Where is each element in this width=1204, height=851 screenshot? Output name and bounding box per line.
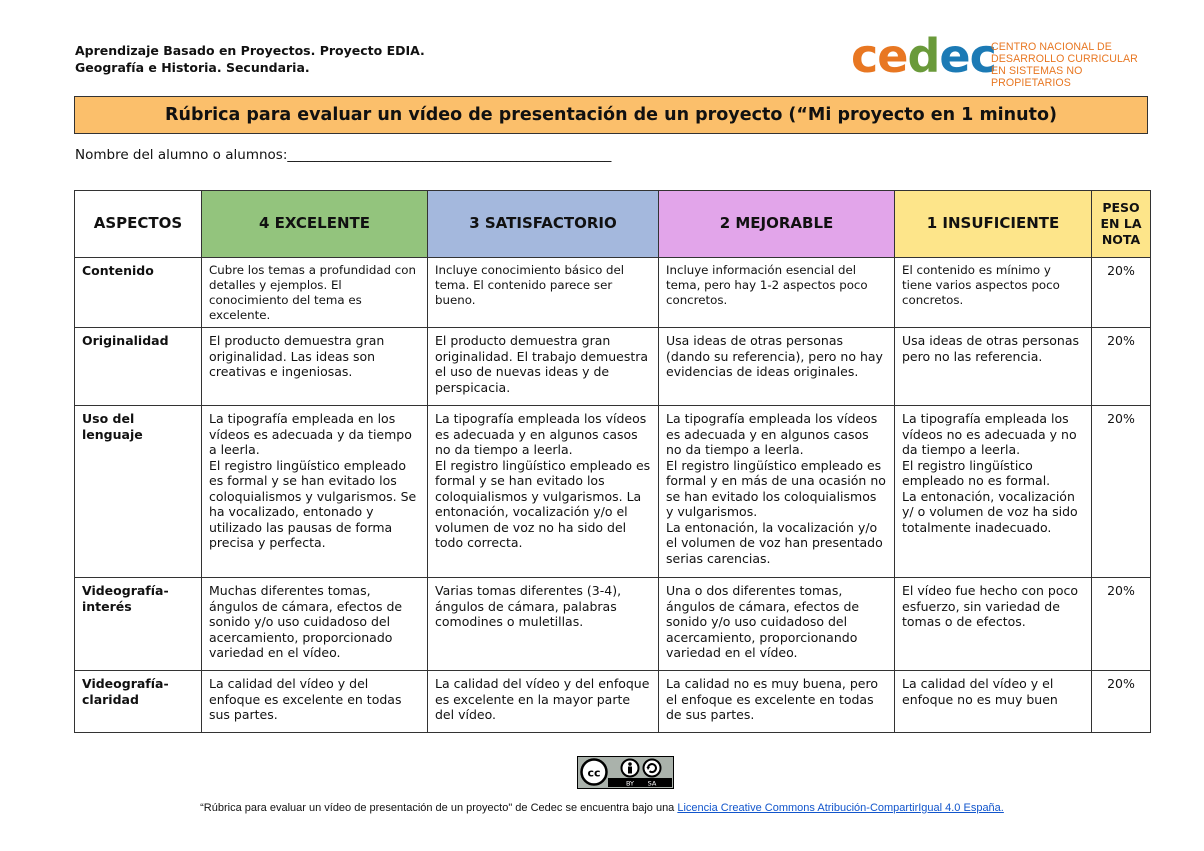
level3-cell: La tipografía empleada los vídeos es adecuada y en algunos casos no da tiempo a leerla. El registro lingüístico empleado es formal y se han evitado los coloquialismos y vulgarismos. La entonación, vocalización y/o el volumen de voz no ha sido del todo correcta.	[428, 406, 659, 578]
header-level-2: 2 MEJORABLE	[659, 191, 895, 258]
peso-cell: 20%	[1092, 328, 1151, 406]
license-footer	[0, 802, 1204, 814]
peso-cell: 20%	[1092, 258, 1151, 328]
header-line-project: Aprendizaje Basado en Proyectos. Proyecto EDIA.	[75, 43, 425, 58]
level1-cell: La tipografía empleada los vídeos no es adecuada y no da tiempo a leerla. El registro lingüístico empleado no es formal. La entonación, vocalización y/ o volumen de voz ha sido totalmente inadecuado.	[895, 406, 1092, 578]
header-level-1: 1 INSUFICIENTE	[895, 191, 1092, 258]
aspect-cell: Originalidad	[75, 328, 202, 406]
license-link[interactable]: Licencia Creative Commons Atribución-CompartirIgual 4.0 España.	[677, 802, 1004, 814]
license-text: “Rúbrica para evaluar un vídeo de presentación de un proyecto" de Cedec se encuentra bajo una	[200, 802, 678, 814]
table-row	[75, 258, 1151, 328]
table-row	[75, 328, 1151, 406]
level4-cell: La tipografía empleada en los vídeos es adecuada y da tiempo a leerla. El registro lingüístico empleado es formal y se han evitado los coloquialismos y vulgarismos. Se ha vocalizado, entonado y utilizado las pausas de forma precisa y perfecta.	[202, 406, 428, 578]
level2-cell: Una o dos diferentes tomas, ángulos de cámara, efectos de sonido y/o uso cuidadoso del acercamiento, proporcionando variedad en el vídeo.	[659, 578, 895, 671]
cc-license-badge[interactable]	[577, 756, 674, 789]
student-name-line: Nombre del alumno o alumnos:________________________________________________	[75, 147, 612, 163]
level4-cell: Muchas diferentes tomas, ángulos de cámara, efectos de sonido y/o uso cuidadoso del acercamiento, proporcionado variedad en el vídeo.	[202, 578, 428, 671]
peso-cell: 20%	[1092, 406, 1151, 578]
level1-cell: Usa ideas de otras personas pero no las referencia.	[895, 328, 1092, 406]
header-peso: PESO EN LA NOTA	[1092, 191, 1151, 258]
svg-text:SA: SA	[647, 779, 657, 787]
peso-cell: 20%	[1092, 578, 1151, 671]
level4-cell: El producto demuestra gran originalidad. Las ideas son creativas e ingeniosas.	[202, 328, 428, 406]
level3-cell: Varias tomas diferentes (3-4), ángulos de cámara, palabras comodines o muletillas.	[428, 578, 659, 671]
header-line-subject: Geografía e Historia. Secundaria.	[75, 60, 310, 75]
table-header-row	[75, 191, 1151, 258]
rubric-table	[74, 190, 1151, 733]
svg-text:BY: BY	[625, 779, 635, 787]
level1-cell: El contenido es mínimo y tiene varios aspectos poco concretos.	[895, 258, 1092, 328]
rubric-title: Rúbrica para evaluar un vídeo de presentación de un proyecto (“Mi proyecto en 1 minuto)	[74, 96, 1148, 134]
header-level-3: 3 SATISFACTORIO	[428, 191, 659, 258]
table-row	[75, 578, 1151, 671]
aspect-cell: Videografía- claridad	[75, 671, 202, 733]
svg-text:cc: cc	[587, 766, 601, 780]
table-row	[75, 671, 1151, 733]
level3-cell: El producto demuestra gran originalidad. El trabajo demuestra el uso de nuevas ideas y de perspicacia.	[428, 328, 659, 406]
level3-cell: Incluye conocimiento básico del tema. El contenido parece ser bueno.	[428, 258, 659, 328]
cedec-logo-word: cedec	[851, 29, 996, 83]
cc-by-sa-icon	[578, 757, 672, 787]
peso-cell: 20%	[1092, 671, 1151, 733]
header-aspectos: ASPECTOS	[75, 191, 202, 258]
level1-cell: La calidad del vídeo y el enfoque no es muy buen	[895, 671, 1092, 733]
level2-cell: La calidad no es muy buena, pero el enfoque es excelente en todas de sus partes.	[659, 671, 895, 733]
level4-cell: Cubre los temas a profundidad con detalles y ejemplos. El conocimiento del tema es excelente.	[202, 258, 428, 328]
cedec-logo-subtitle: CENTRO NACIONAL DE DESARROLLO CURRICULAR EN SISTEMAS NO PROPIETARIOS	[991, 41, 1138, 89]
table-row	[75, 406, 1151, 578]
level2-cell: La tipografía empleada los vídeos es adecuada y en algunos casos no da tiempo a leerla. El registro lingüístico empleado es formal y en más de una ocasión no se han evitado los coloquialismos y vulgarismos. La entonación, la vocalización y/o el volumen de voz han presentado serias carencias.	[659, 406, 895, 578]
aspect-cell: Uso del lenguaje	[75, 406, 202, 578]
document-header	[75, 42, 425, 76]
level2-cell: Usa ideas de otras personas (dando su referencia), pero no hay evidencias de ideas originales.	[659, 328, 895, 406]
aspect-cell: Videografía- interés	[75, 578, 202, 671]
aspect-cell: Contenido	[75, 258, 202, 328]
level3-cell: La calidad del vídeo y del enfoque es excelente en la mayor parte del vídeo.	[428, 671, 659, 733]
level2-cell: Incluye información esencial del tema, pero hay 1-2 aspectos poco concretos.	[659, 258, 895, 328]
cedec-logo	[851, 29, 1151, 89]
level4-cell: La calidad del vídeo y del enfoque es excelente en todas sus partes.	[202, 671, 428, 733]
header-level-4: 4 EXCELENTE	[202, 191, 428, 258]
level1-cell: El vídeo fue hecho con poco esfuerzo, sin variedad de tomas o de efectos.	[895, 578, 1092, 671]
